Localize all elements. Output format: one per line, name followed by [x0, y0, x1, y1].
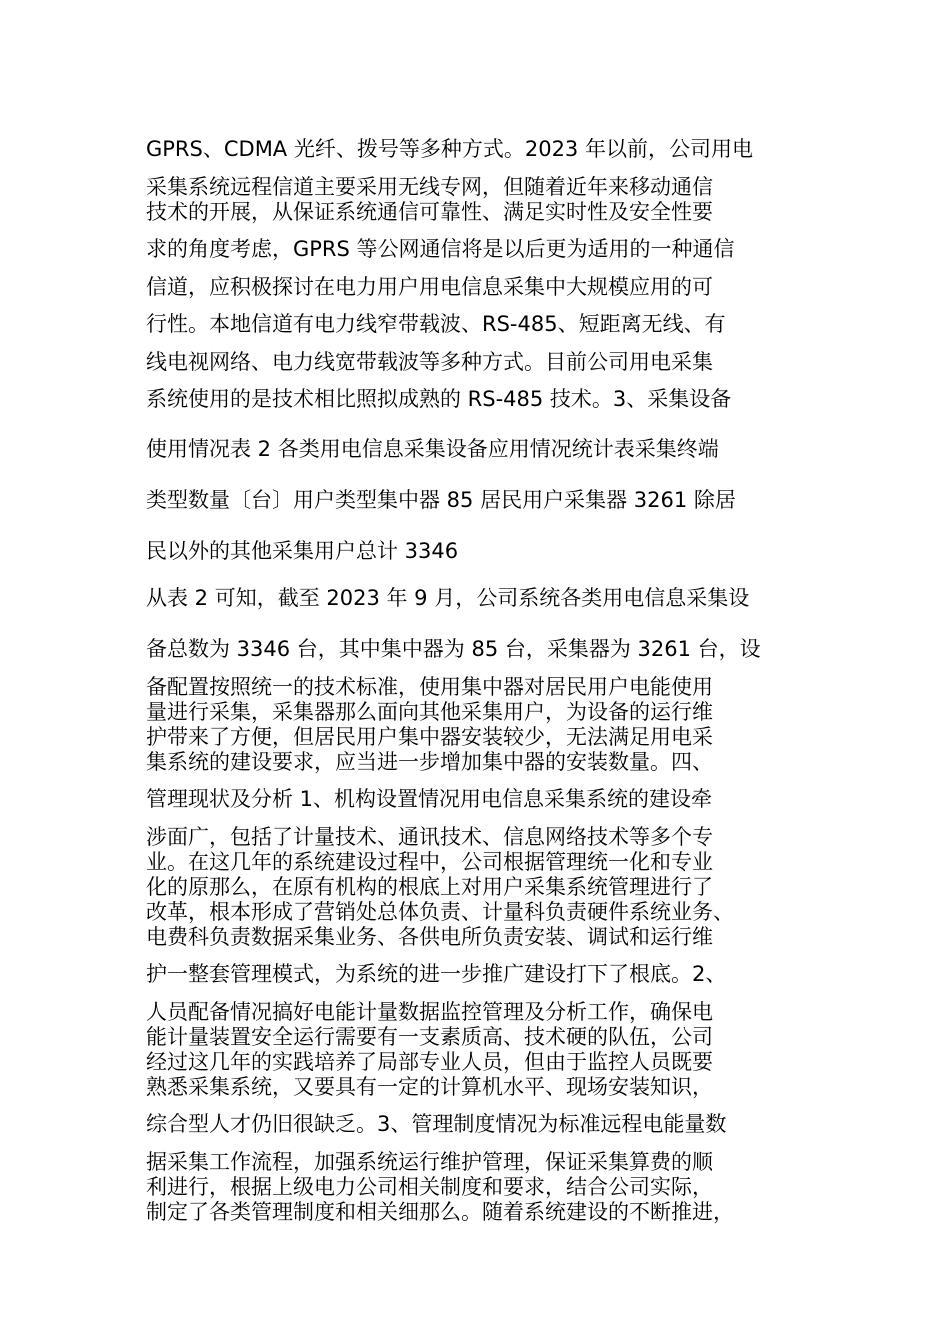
text-line: 技术的开展，从保证系统通信可靠性、满足实时性及安全性要	[146, 200, 713, 224]
text-line: 经过这几年的实践培养了局部专业人员，但由于监控人员既要	[146, 1050, 713, 1074]
text-line: 业。在这几年的系统建设过程中，公司根据管理统一化和专业	[146, 850, 713, 874]
text-line: 据采集工作流程，加强系统运行维护管理，保证采集算费的顺	[146, 1150, 713, 1174]
text-line: 护带来了方便，但居民用户集中器安装较少，无法满足用电采	[146, 725, 713, 749]
text-line: 能计量装置安全运行需要有一支素质高、技术硬的队伍，公司	[146, 1025, 713, 1049]
text-line: 信道，应积极探讨在电力用户用电信息采集中大规模应用的可	[146, 275, 713, 299]
text-line: 制定了各类管理制度和相关细那么。随着系统建设的不断推进，	[146, 1200, 734, 1224]
text-line: 民以外的其他采集用户总计 3346	[146, 539, 459, 563]
text-line: 系统使用的是技术相比照拟成熟的 RS-485 技术。3、采集设备	[146, 387, 732, 411]
text-line: 化的原那么，在原有机构的根底上对用户采集系统管理进行了	[146, 875, 713, 899]
text-line: 电费科负责数据采集业务、各供电所负责安装、调试和运行维	[146, 925, 713, 949]
text-line: 集系统的建设要求，应当进一步增加集中器的安装数量。四、	[146, 750, 713, 774]
text-line: GPRS、CDMA 光纤、拨号等多种方式。2023 年以前，公司用电	[146, 137, 753, 161]
text-line: 类型数量〔台〕用户类型集中器 85 居民用户采集器 3261 除居	[146, 488, 736, 512]
text-line: 线电视网络、电力线宽带载波等多种方式。目前公司用电采集	[146, 350, 713, 374]
text-line: 利进行，根据上级电力公司相关制度和要求，结合公司实际，	[146, 1175, 713, 1199]
text-line: 综合型人才仍旧很缺乏。3、管理制度情况为标准远程电能量数	[146, 1112, 727, 1136]
text-line: 使用情况表 2 各类用电信息采集设备应用情况统计表采集终端	[146, 437, 719, 461]
text-line: 管理现状及分析 1、机构设置情况用电信息采集系统的建设牵	[146, 787, 713, 811]
text-line: 从表 2 可知，截至 2023 年 9 月，公司系统各类用电信息采集设	[146, 586, 750, 610]
text-line: 熟悉采集系统，又要具有一定的计算机水平、现场安装知识，	[146, 1075, 713, 1099]
text-line: 涉面广，包括了计量技术、通讯技术、信息网络技术等多个专	[146, 825, 713, 849]
text-line: 改革，根本形成了营销处总体负责、计量科负责硬件系统业务、	[146, 900, 734, 924]
text-line: 求的角度考虑，GPRS 等公网通信将是以后更为适用的一种通信	[146, 237, 735, 261]
text-line: 行性。本地信道有电力线窄带载波、RS-485、短距离无线、有	[146, 312, 726, 336]
text-line: 量进行采集，采集器那么面向其他采集用户，为设备的运行维	[146, 700, 713, 724]
text-line: 备配置按照统一的技术标准，使用集中器对居民用户电能使用	[146, 675, 713, 699]
text-line: 护一整套管理模式，为系统的进一步推广建设打下了根底。2、	[146, 962, 727, 986]
text-line: 人员配备情况搞好电能计量数据监控管理及分析工作，确保电	[146, 1000, 713, 1024]
text-line: 采集系统远程信道主要采用无线专网，但随着近年来移动通信	[146, 175, 713, 199]
text-line: 备总数为 3346 台，其中集中器为 85 台，采集器为 3261 台，设	[146, 637, 761, 661]
